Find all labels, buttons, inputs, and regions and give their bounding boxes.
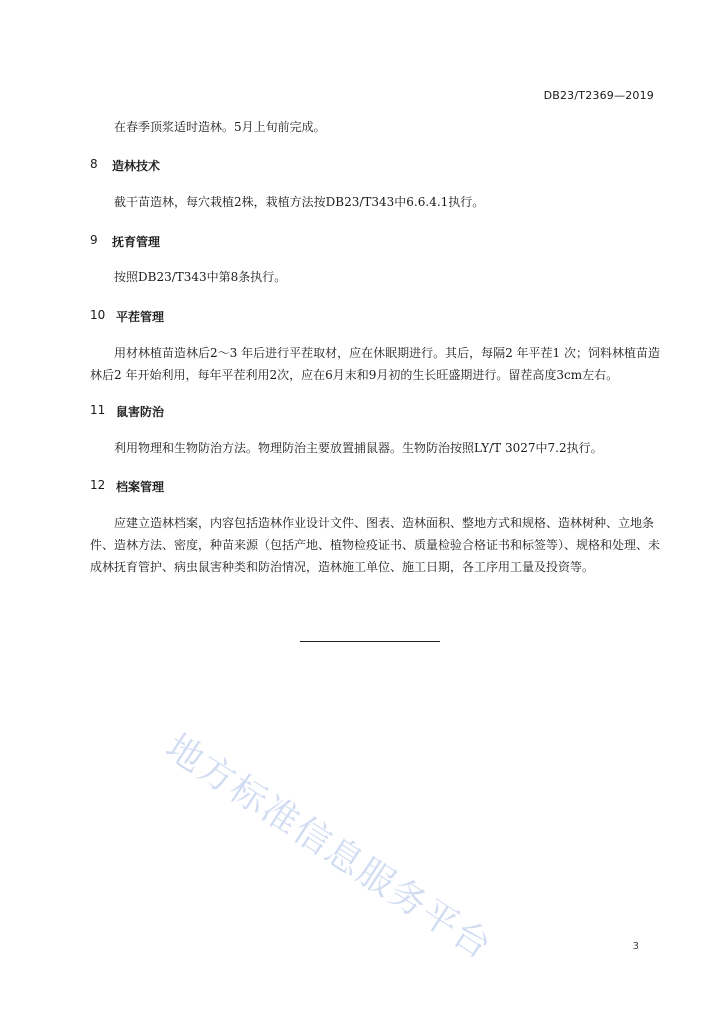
section-12-heading xyxy=(90,478,164,495)
end-of-document-rule xyxy=(300,641,440,642)
section-12-text: 应建立造林档案，内容包括造林作业设计文件、图表、造林面积、整地方式和规格、造林树种、立地条件、造林方法、密度，种苗来源（包括产地、植物检疫证书、质量检验合格证书和标签等）、规格和处理、未成林抚育管护、病虫鼠害种类和防治情况，造林施工单位、施工日期，各工序用工量及投资等。 xyxy=(90,516,661,574)
section-number: 9 xyxy=(90,233,98,247)
section-10-heading xyxy=(90,308,164,325)
section-10-text: 用材林植苗造林后2～3 年后进行平茬取材，应在休眠期进行。其后，每隔2 年平茬1 次；饲料林植苗造林后2 年开始利用，每年平茬利用2次，应在6月末和9月初的生长旺盛期进行。留茬高度3cm左右。 xyxy=(90,346,660,382)
section-9-heading xyxy=(90,233,160,250)
section-number: 12 xyxy=(90,478,106,492)
section-number: 8 xyxy=(90,157,98,171)
page-number: 3 xyxy=(632,941,639,952)
section-title: 档案管理 xyxy=(116,480,165,494)
section-number: 11 xyxy=(90,403,106,417)
intro-paragraph: 在春季顶浆适时造林。5月上旬前完成。 xyxy=(114,120,326,134)
section-8-text: 截干苗造林，每穴栽植2株，栽植方法按DB23/T343中6.6.4.1执行。 xyxy=(114,195,485,209)
section-9-text: 按照DB23/T343中第8条执行。 xyxy=(114,270,287,284)
section-8-heading xyxy=(90,157,160,174)
standard-code: DB23/T2369—2019 xyxy=(543,89,654,102)
section-title: 抚育管理 xyxy=(112,235,161,249)
section-11-text: 利用物理和生物防治方法。物理防治主要放置捕鼠器。生物防治按照LY/T 3027中7.2执行。 xyxy=(114,441,603,455)
section-title: 鼠害防治 xyxy=(116,405,165,419)
watermark: 地方标准信息服务平台 xyxy=(158,726,500,969)
section-11-heading xyxy=(90,403,164,420)
section-title: 造林技术 xyxy=(112,159,161,173)
section-number: 10 xyxy=(90,308,106,322)
section-title: 平茬管理 xyxy=(116,310,165,324)
